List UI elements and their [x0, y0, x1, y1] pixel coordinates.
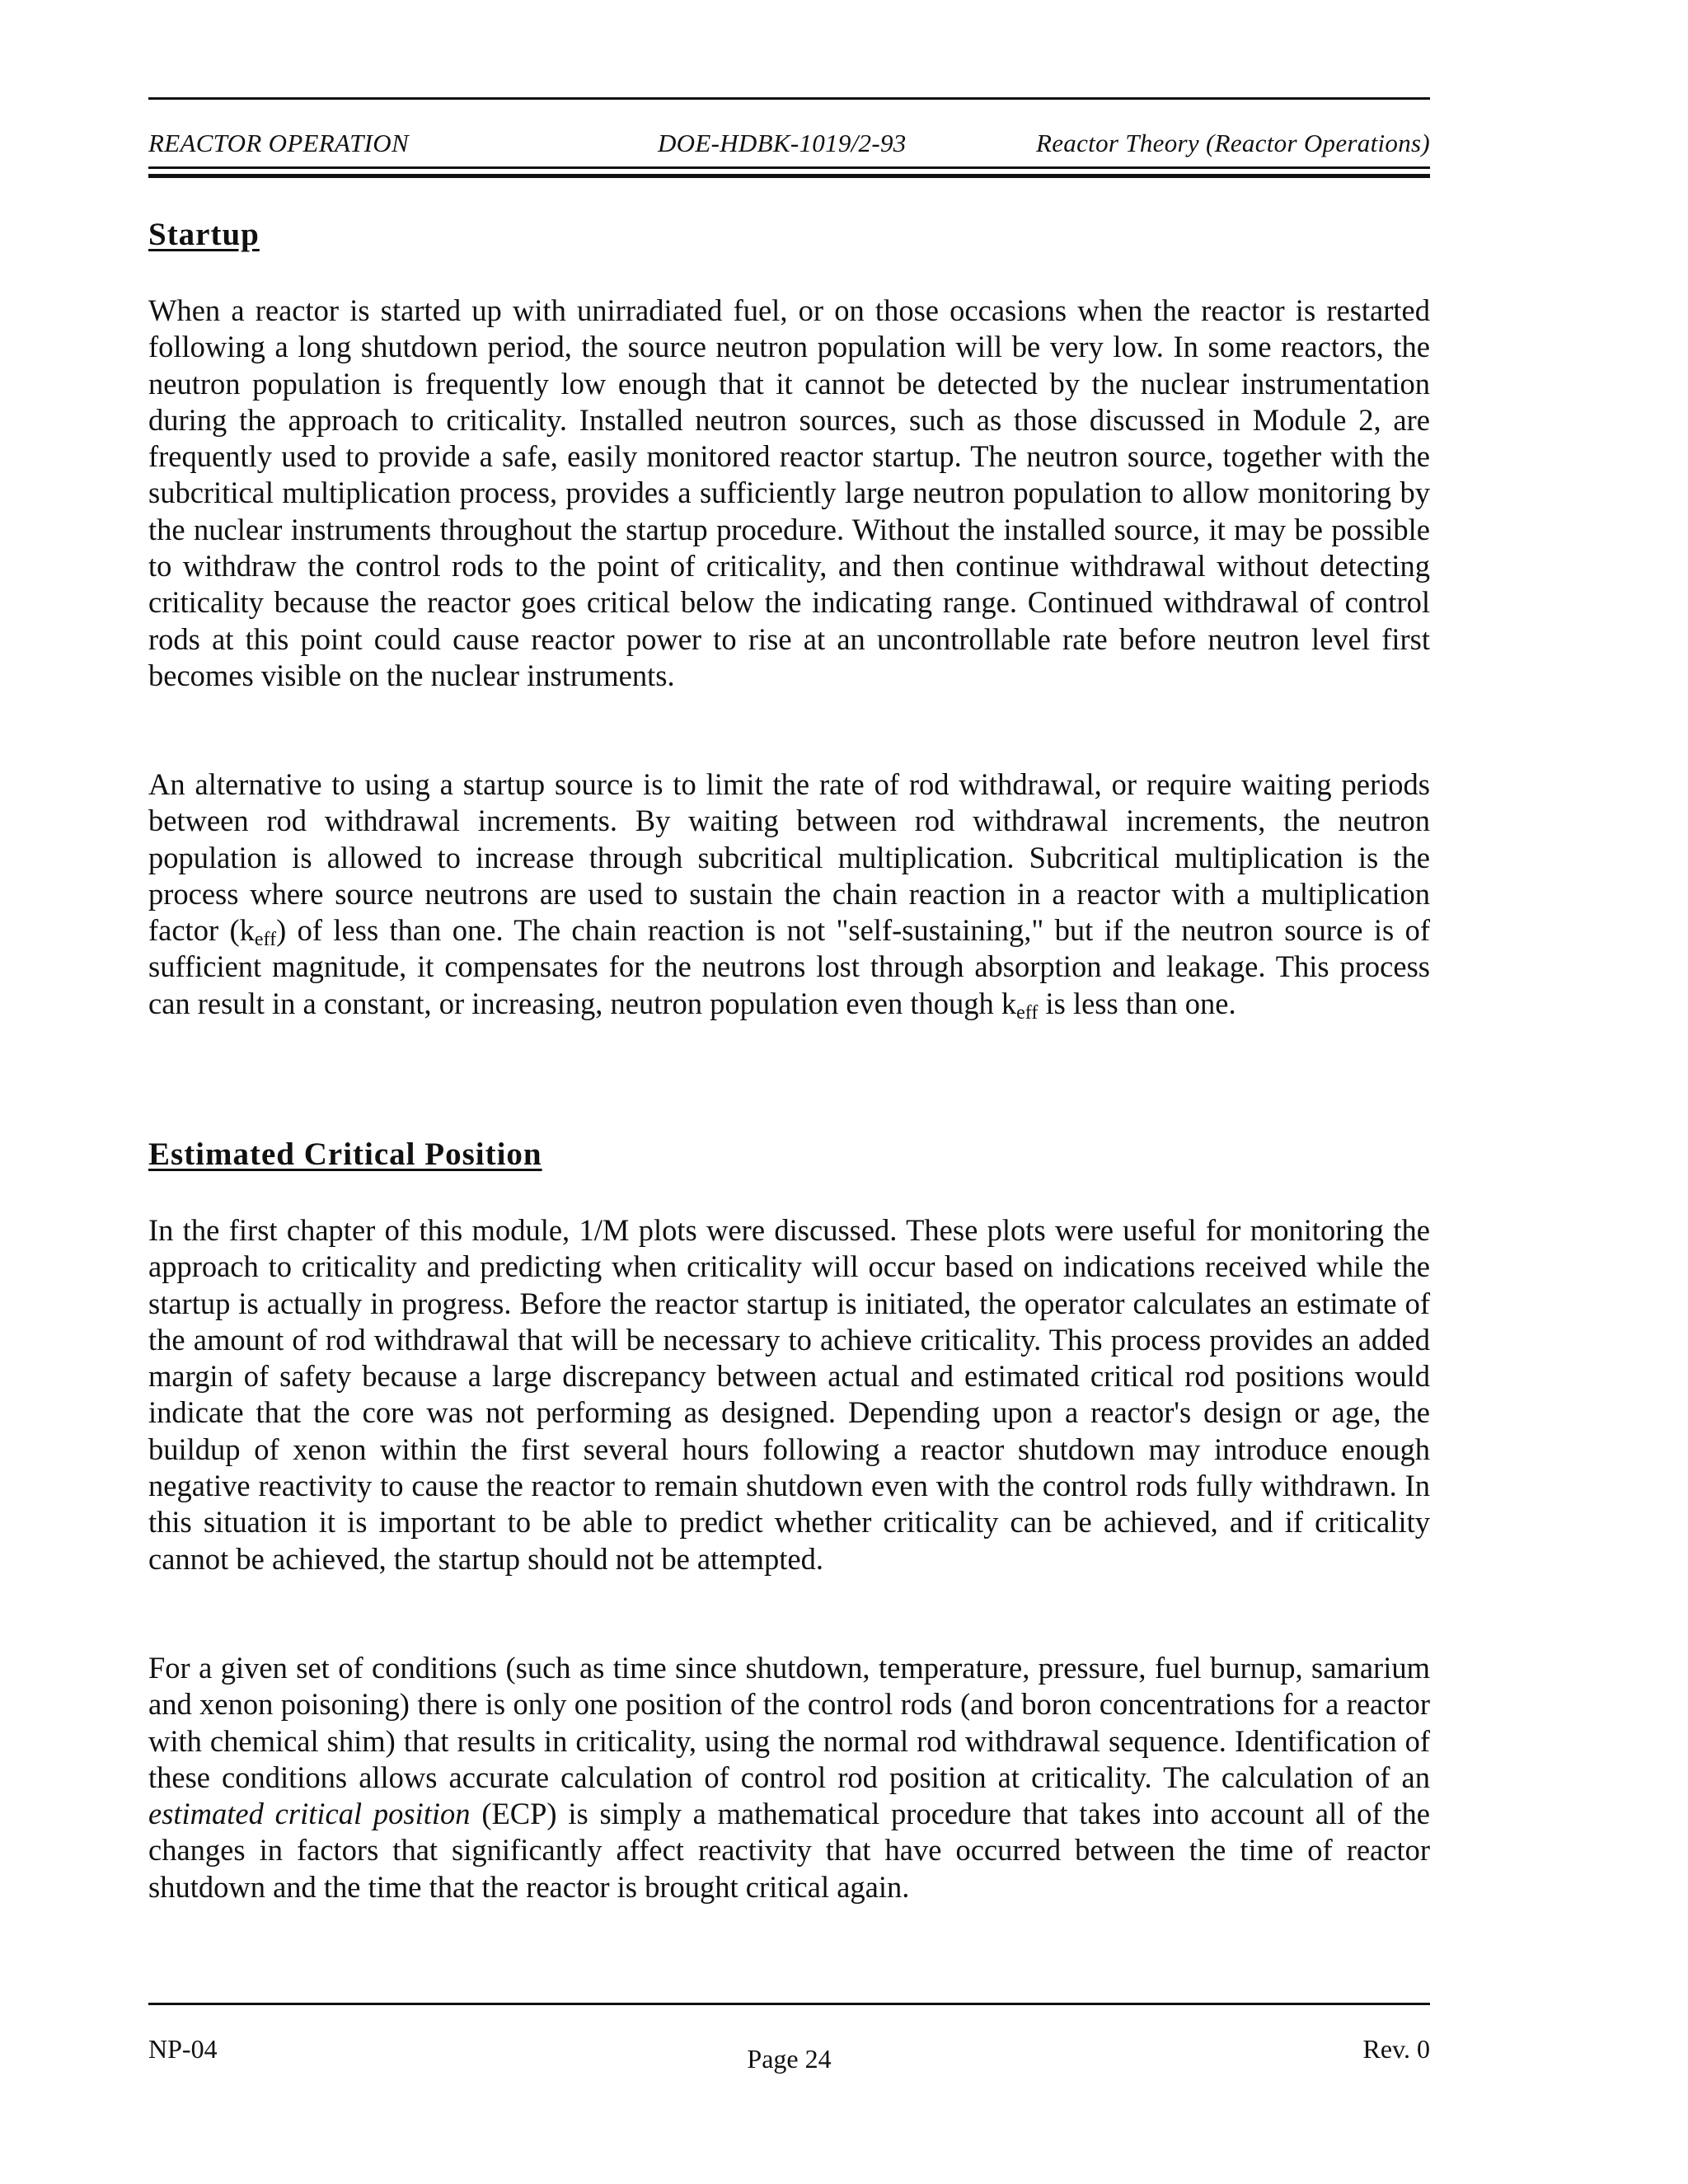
- header-chapter-title: REACTOR OPERATION: [148, 129, 409, 157]
- running-header: [148, 129, 1430, 162]
- subscript-eff: eff: [1016, 1001, 1039, 1024]
- footer-rule: [148, 2003, 1430, 2005]
- header-top-rule: [148, 97, 1430, 100]
- header-bottom-rule-thick: [148, 174, 1430, 178]
- footer-page-number: Page 24: [747, 2044, 832, 2074]
- section-heading-ecp: Estimated Critical Position: [148, 1137, 542, 1172]
- header-module-title: Reactor Theory (Reactor Operations): [1036, 129, 1430, 157]
- footer-module-code: NP-04: [148, 2034, 218, 2064]
- paragraph-ecp-1: In the first chapter of this module, 1/M plots were discussed. These plots were useful for monitoring the approach to criticality and predicting when criticality will occur based on indications received while the startup is actually in progress. Before the reactor startup is initiated, the operator calculates an estimate of the amount of rod withdrawal that will be necessary to achieve criticality. This process provides an added margin of safety because a large discrepancy between actual and estimated critical rod positions would indicate that the core was not performing as designed. Depending upon a reactor's design or age, the buildup of xenon within the first several hours following a reactor shutdown may introduce enough negative reactivity to cause the reactor to remain shutdown even with the control rods fully withdrawn. In this situation it is important to be able to predict whether criticality can be achieved, and if criticality cannot be achieved, the startup should not be attempted.: [148, 1213, 1430, 1576]
- emphasis-term: estimated critical position: [148, 1797, 471, 1831]
- paragraph-ecp-2: For a given set of conditions (such as time since shutdown, temperature, pressure, fuel burnup, samarium and xenon poisoning) there is only one position of the control rods (and boron concentrations for a reactor with chemical shim) that results in criticality, using the normal rod withdrawal sequence. Identification of these conditions allows accurate calculation of control rod position at criticality. The calculation of an estimated critical position (ECP) is simply a mathematical procedure that takes into account all of the changes in factors that significantly affect reactivity that have occurred between the time of reactor shutdown and the time that the reactor is brought critical again.: [148, 1651, 1430, 1904]
- header-bottom-rule-thin: [148, 166, 1430, 169]
- footer-revision: Rev. 0: [1362, 2034, 1430, 2064]
- section-heading-startup: Startup: [148, 217, 260, 252]
- paragraph-startup-1: When a reactor is started up with unirradiated fuel, or on those occasions when the reactor is restarted following a long shutdown period, the source neutron population will be very low. In some reactors, the neutron population is frequently low enough that it cannot be detected by the nuclear instrumentation during the approach to criticality. Installed neutron sources, such as those discussed in Module 2, are frequently used to provide a safe, easily monitored reactor startup. The neutron source, together with the subcritical multiplication process, provides a sufficiently large neutron population to allow monitoring by the nuclear instruments throughout the startup procedure. Without the installed source, it may be possible to withdraw the control rods to the point of criticality, and then continue withdrawal without detecting criticality because the reactor goes critical below the indicating range. Continued withdrawal of control rods at this point could cause reactor power to rise at an uncontrollable rate before neutron level first becomes visible on the nuclear instruments.: [148, 293, 1430, 692]
- subscript-eff: eff: [254, 929, 277, 951]
- header-document-number: DOE-HDBK-1019/2-93: [658, 129, 907, 157]
- running-footer: [148, 2034, 1430, 2075]
- document-page: [148, 0, 1430, 2184]
- paragraph-startup-2: An alternative to using a startup source is to limit the rate of rod withdrawal, or require waiting periods between rod withdrawal increments. By waiting between rod withdrawal increments, the neutron population is allowed to increase through subcritical multiplication. Subcritical multiplication is the process where source neutrons are used to sustain the chain reaction in a reactor with a multiplication factor $(k_{eff})$ of less than one. The chain reaction is not "self-sustaining," but if the neutron source is of sufficient magnitude, it compensates for the neutrons lost through absorption and leakage. This process can result in a constant, or increasing, neutron population even though $k_{eff}$ is less than one.: [148, 767, 1430, 1024]
